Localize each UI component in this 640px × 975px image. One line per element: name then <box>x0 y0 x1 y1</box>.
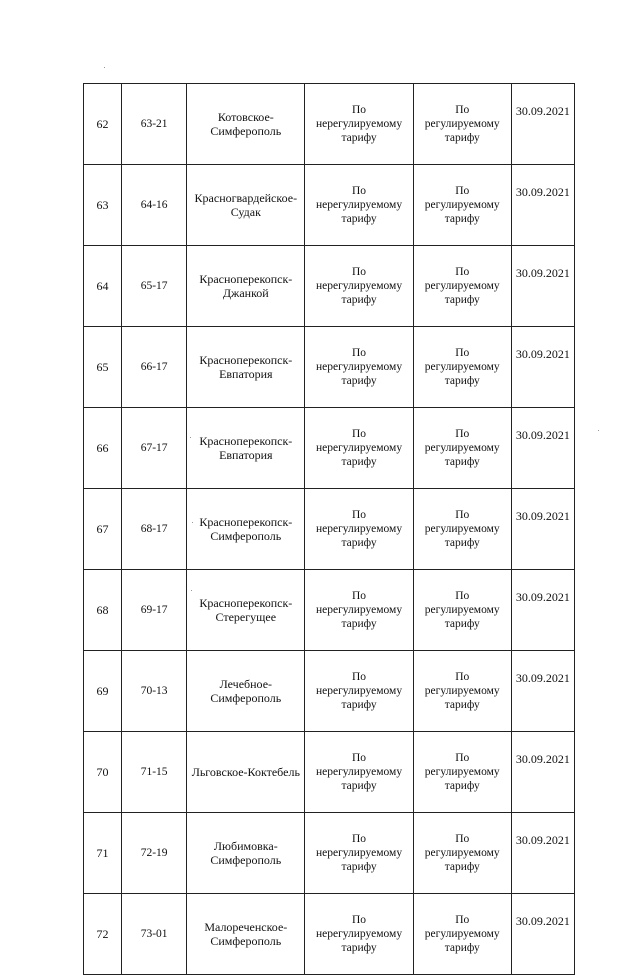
route-name-cell: Красноперекопск- Стерегущее <box>187 570 305 651</box>
table-row <box>84 894 575 975</box>
regulated-tariff-cell: По регулируемому тарифу <box>413 327 511 408</box>
unregulated-tariff-cell: По нерегулируемому тарифу <box>305 732 413 813</box>
routes-table <box>83 83 575 975</box>
table-row <box>84 408 575 489</box>
table-row <box>84 570 575 651</box>
route-name-cell: Красногвардейское- Судак <box>187 165 305 246</box>
table-row <box>84 327 575 408</box>
regulated-tariff-cell: По регулируемому тарифу <box>413 84 511 165</box>
registration-number-cell: 66-17 <box>122 327 187 408</box>
unregulated-tariff-cell: По нерегулируемому тарифу <box>305 651 413 732</box>
scan-speck <box>192 522 193 523</box>
registration-number-cell: 72-19 <box>122 813 187 894</box>
regulated-tariff-cell: По регулируемому тарифу <box>413 408 511 489</box>
route-name-cell: Красноперекопск- Симферополь <box>187 489 305 570</box>
table-row <box>84 813 575 894</box>
regulated-tariff-cell: По регулируемому тарифу <box>413 246 511 327</box>
date-cell: 30.09.2021 <box>511 570 574 651</box>
row-number-cell: 70 <box>84 732 122 813</box>
row-number-cell: 67 <box>84 489 122 570</box>
route-name-cell: Красноперекопск- Евпатория <box>187 408 305 489</box>
row-number-cell: 66 <box>84 408 122 489</box>
date-cell: 30.09.2021 <box>511 732 574 813</box>
date-cell: 30.09.2021 <box>511 813 574 894</box>
route-name-cell: Лечебное- Симферополь <box>187 651 305 732</box>
regulated-tariff-cell: По регулируемому тарифу <box>413 489 511 570</box>
table-row <box>84 165 575 246</box>
registration-number-cell: 68-17 <box>122 489 187 570</box>
row-number-cell: 69 <box>84 651 122 732</box>
route-name-cell: Красноперекопск- Джанкой <box>187 246 305 327</box>
unregulated-tariff-cell: По нерегулируемому тарифу <box>305 327 413 408</box>
row-number-cell: 64 <box>84 246 122 327</box>
routes-table-body <box>84 84 575 975</box>
table-row <box>84 84 575 165</box>
date-cell: 30.09.2021 <box>511 651 574 732</box>
unregulated-tariff-cell: По нерегулируемому тарифу <box>305 570 413 651</box>
date-cell: 30.09.2021 <box>511 84 574 165</box>
registration-number-cell: 64-16 <box>122 165 187 246</box>
registration-number-cell: 71-15 <box>122 732 187 813</box>
regulated-tariff-cell: По регулируемому тарифу <box>413 165 511 246</box>
unregulated-tariff-cell: По нерегулируемому тарифу <box>305 894 413 975</box>
route-name-cell: Котовское- Симферополь <box>187 84 305 165</box>
regulated-tariff-cell: По регулируемому тарифу <box>413 651 511 732</box>
regulated-tariff-cell: По регулируемому тарифу <box>413 570 511 651</box>
route-name-cell: Любимовка- Симферополь <box>187 813 305 894</box>
unregulated-tariff-cell: По нерегулируемому тарифу <box>305 84 413 165</box>
scan-speck <box>104 67 105 68</box>
unregulated-tariff-cell: По нерегулируемому тарифу <box>305 408 413 489</box>
date-cell: 30.09.2021 <box>511 894 574 975</box>
row-number-cell: 65 <box>84 327 122 408</box>
route-name-cell: Льговское-Коктебель <box>187 732 305 813</box>
registration-number-cell: 67-17 <box>122 408 187 489</box>
row-number-cell: 72 <box>84 894 122 975</box>
unregulated-tariff-cell: По нерегулируемому тарифу <box>305 246 413 327</box>
unregulated-tariff-cell: По нерегулируемому тарифу <box>305 813 413 894</box>
registration-number-cell: 63-21 <box>122 84 187 165</box>
registration-number-cell: 70-13 <box>122 651 187 732</box>
registration-number-cell: 69-17 <box>122 570 187 651</box>
registration-number-cell: 65-17 <box>122 246 187 327</box>
regulated-tariff-cell: По регулируемому тарифу <box>413 894 511 975</box>
date-cell: 30.09.2021 <box>511 489 574 570</box>
route-name-cell: Красноперекопск- Евпатория <box>187 327 305 408</box>
date-cell: 30.09.2021 <box>511 165 574 246</box>
scan-speck <box>598 430 599 431</box>
table-row <box>84 246 575 327</box>
date-cell: 30.09.2021 <box>511 327 574 408</box>
route-name-cell: Малореченское- Симферополь <box>187 894 305 975</box>
row-number-cell: 62 <box>84 84 122 165</box>
registration-number-cell: 73-01 <box>122 894 187 975</box>
scan-speck <box>190 437 191 438</box>
scan-speck <box>191 590 192 591</box>
row-number-cell: 63 <box>84 165 122 246</box>
unregulated-tariff-cell: По нерегулируемому тарифу <box>305 165 413 246</box>
table-row <box>84 651 575 732</box>
row-number-cell: 71 <box>84 813 122 894</box>
table-row <box>84 489 575 570</box>
table-row <box>84 732 575 813</box>
regulated-tariff-cell: По регулируемому тарифу <box>413 813 511 894</box>
date-cell: 30.09.2021 <box>511 408 574 489</box>
date-cell: 30.09.2021 <box>511 246 574 327</box>
row-number-cell: 68 <box>84 570 122 651</box>
regulated-tariff-cell: По регулируемому тарифу <box>413 732 511 813</box>
unregulated-tariff-cell: По нерегулируемому тарифу <box>305 489 413 570</box>
